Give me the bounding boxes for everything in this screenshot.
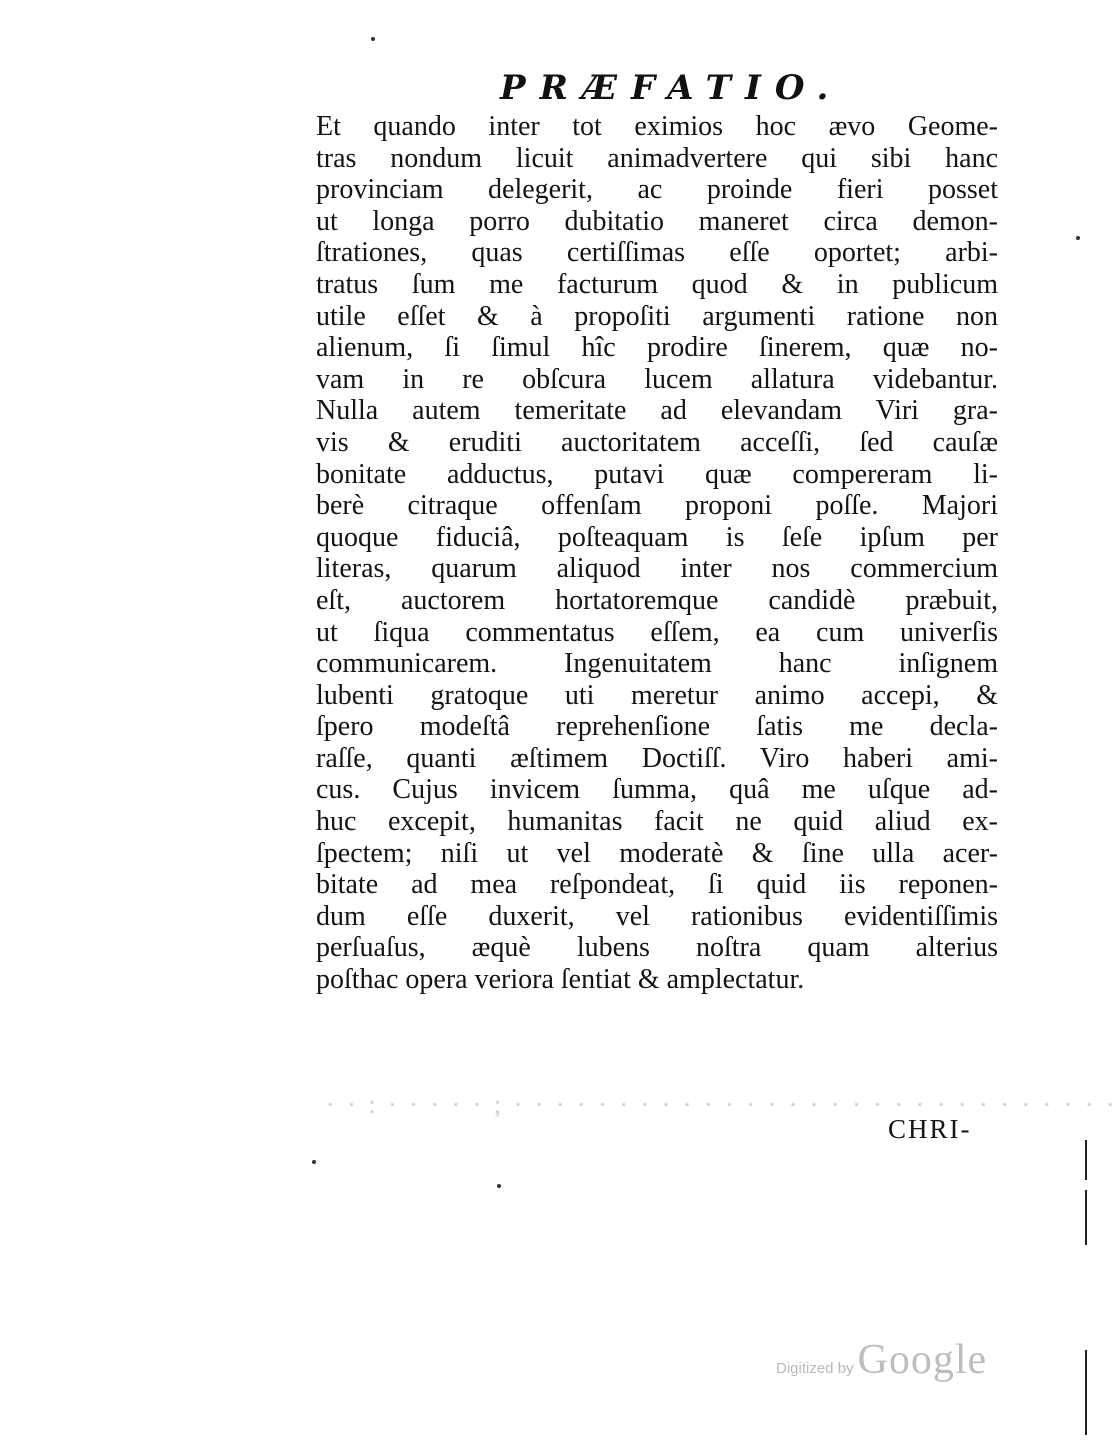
running-title: PRÆFATIO.: [500, 68, 843, 108]
preface-text-block: [316, 111, 998, 996]
text-line: bonitate adductus, putavi quæ compereram li-: [316, 458, 998, 490]
text-line: lubenti gratoque uti meretur animo accepi, &: [316, 679, 998, 711]
text-line: poſthac opera veriora ſentiat & amplectatur.: [316, 964, 805, 996]
text-line: cus. Cujus invicem ſumma, quâ me uſque ad-: [316, 774, 998, 806]
digitized-watermark: [776, 1336, 987, 1384]
text-line: perſuaſus, æquè lubens noſtra quam alterius: [316, 932, 998, 964]
ink-speck: [497, 1184, 501, 1188]
text-line: provinciam delegerit, ac proinde fieri posset: [316, 174, 998, 206]
catchword: CHRI-: [888, 1114, 972, 1144]
page-edge-mark: [1085, 1190, 1087, 1245]
text-line: vis & eruditi auctoritatem acceſſi, ſed cauſæ: [316, 426, 998, 458]
text-line: vam in re obſcura lucem allatura videbantur.: [316, 363, 998, 395]
text-line: ut ſiqua commentatus eſſem, ea cum univerſis: [316, 616, 998, 648]
page-edge-mark: [1085, 1140, 1087, 1180]
page-edge-mark: [1085, 1350, 1087, 1435]
text-line: dum eſſe duxerit, vel rationibus evidentiſſimis: [316, 900, 998, 932]
text-line: tras nondum licuit animadvertere qui sibi hanc: [316, 142, 998, 174]
ink-speck: [371, 37, 375, 41]
watermark-prefix: Digitized by: [776, 1360, 854, 1377]
text-line: ſpero modeſtâ reprehenſione ſatis me decla-: [316, 711, 998, 743]
show-through-bleed: · · : · · · · · ; · · · · · · · · · · · · · · · · · · · · · · · · · · · · ·: [326, 1090, 1118, 1119]
text-line: communicarem. Ingenuitatem hanc inſignem: [316, 648, 998, 680]
text-line: tratus ſum me facturum quod & in publicum: [316, 268, 998, 300]
text-line: alienum, ſi ſimul hîc prodire ſinerem, quæ no-: [316, 332, 998, 364]
text-line: eſt, auctorem hortatoremque candidè præbuit,: [316, 584, 998, 616]
text-line: Et quando inter tot eximios hoc ævo Geome-: [316, 111, 998, 142]
text-line: ſpectem; niſi ut vel moderatè & ſine ulla acer-: [316, 837, 998, 869]
text-line: bitate ad mea reſpondeat, ſi quid iis reponen-: [316, 869, 998, 901]
text-line: quoque fiduciâ, poſteaquam is ſeſe ipſum per: [316, 521, 998, 553]
text-line: Nulla autem temeritate ad elevandam Viri gra-: [316, 395, 998, 427]
text-line: berè citraque offenſam proponi poſſe. Majori: [316, 490, 998, 522]
text-line: utile eſſet & à propoſiti argumenti ratione non: [316, 300, 998, 332]
text-line: ſtrationes, quas certiſſimas eſſe oportet; arbi-: [316, 237, 998, 269]
text-line: raſſe, quanti æſtimem Doctiſſ. Viro haberi ami-: [316, 742, 998, 774]
text-line: literas, quarum aliquod inter nos commercium: [316, 553, 998, 585]
text-line: huc excepit, humanitas facit ne quid aliud ex-: [316, 806, 998, 838]
google-logo-text: Google: [857, 1337, 988, 1383]
ink-speck: [312, 1160, 316, 1164]
text-line: ut longa porro dubitatio maneret circa demon-: [316, 205, 998, 237]
ink-speck: [1076, 236, 1080, 240]
